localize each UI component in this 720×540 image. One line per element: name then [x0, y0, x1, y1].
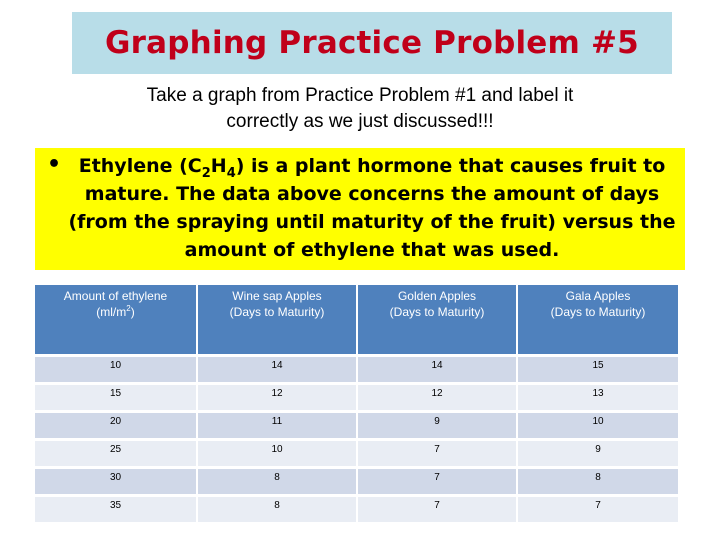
table-cell: 7: [357, 440, 517, 468]
bullet-sub-1: 2: [201, 165, 211, 181]
instruction-text: [40, 83, 680, 135]
table-row: [35, 468, 678, 496]
instruction-line-1: Take a graph from Practice Problem #1 and label it: [146, 85, 574, 106]
table-cell: 9: [357, 412, 517, 440]
header-line-2: (Days to Maturity): [229, 305, 325, 319]
bullet-sub-2: 4: [226, 165, 236, 181]
table-cell: 10: [35, 356, 197, 384]
header-sup: 2: [126, 304, 131, 313]
table-row: [35, 384, 678, 412]
table-cell: 30: [35, 468, 197, 496]
table-cell: 7: [357, 468, 517, 496]
highlight-box: [35, 148, 685, 270]
header-ethylene: [35, 285, 197, 356]
header-line-1: Amount of ethylene: [63, 289, 168, 303]
table-cell: 8: [197, 496, 357, 523]
page-title: Graphing Practice Problem #5: [105, 25, 639, 61]
table-cell: 9: [517, 440, 678, 468]
bullet-text-mid: H: [210, 155, 227, 177]
table-cell: 7: [517, 496, 678, 523]
instruction-line-2: correctly as we just discussed!!!: [226, 111, 494, 132]
table-cell: 11: [197, 412, 357, 440]
table-cell: 8: [197, 468, 357, 496]
data-table: [35, 285, 678, 522]
table-cell: 10: [197, 440, 357, 468]
table-cell: 12: [357, 384, 517, 412]
bullet-marker: •: [47, 152, 62, 177]
table-row: [35, 496, 678, 523]
table-cell: 15: [35, 384, 197, 412]
table-cell: 35: [35, 496, 197, 523]
bullet-text-pre: Ethylene (C: [78, 155, 202, 177]
table-row: [35, 440, 678, 468]
bullet-text-post: ) is a plant hormone that causes fruit to mature. The data above concerns the amount of days (from the spraying until maturity of the fruit) versus the amount of ethylene that was used.: [68, 155, 676, 261]
header-line-1: Golden Apples: [397, 289, 477, 303]
table-cell: 13: [517, 384, 678, 412]
table-header-row: [35, 285, 678, 356]
table-cell: 8: [517, 468, 678, 496]
bullet-paragraph: [63, 152, 681, 264]
header-line-1: Wine sap Apples: [232, 289, 322, 303]
table-cell: 10: [517, 412, 678, 440]
header-golden: [357, 285, 517, 356]
table-row: [35, 356, 678, 384]
title-banner: [72, 12, 672, 74]
header-line-2-post: ): [130, 305, 135, 319]
table-cell: 12: [197, 384, 357, 412]
table-cell: 14: [357, 356, 517, 384]
header-gala: [517, 285, 678, 356]
table-cell: 7: [357, 496, 517, 523]
table-cell: 15: [517, 356, 678, 384]
table-cell: 14: [197, 356, 357, 384]
header-wine-sap: [197, 285, 357, 356]
header-line-2-pre: (ml/m: [96, 305, 127, 319]
header-line-2: (Days to Maturity): [389, 305, 485, 319]
header-line-2: (Days to Maturity): [550, 305, 646, 319]
table-cell: 20: [35, 412, 197, 440]
table-cell: 25: [35, 440, 197, 468]
table-row: [35, 412, 678, 440]
header-line-1: Gala Apples: [565, 289, 631, 303]
